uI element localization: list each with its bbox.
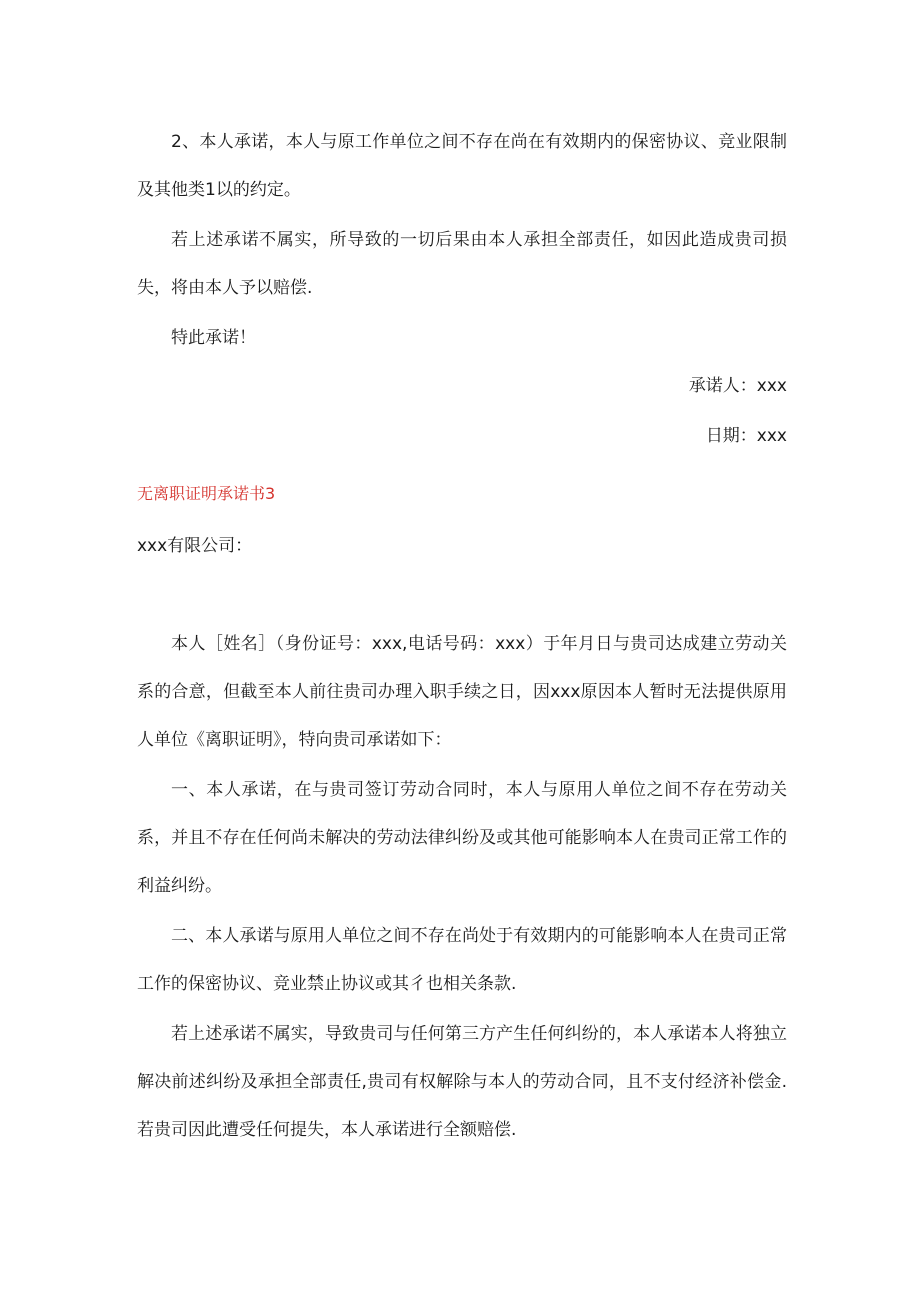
signer-line: 承诺人：xxx — [688, 376, 787, 396]
document-body — [137, 118, 787, 1154]
commitment-item-2-section3: 二、本人承诺与原用人单位之间不存在尚处于有效期内的可能影响本人在贵司正常工作的保密协议、竞业禁止协议或其彳也相关条款. — [137, 926, 787, 994]
date-line: 日期：xxx — [705, 426, 787, 446]
commitment-item-1: 一、本人承诺，在与贵司签订劳动合同时，本人与原用人单位之间不存在劳动关系，并且不存在任何尚未解决的劳动法律纠纷及或其他可能影响本人在贵司正常工作的利益纠纷。 — [137, 780, 787, 896]
addressee-line: xxx有限公司： — [137, 536, 253, 556]
disclaimer-paragraph: 若上述承诺不属实，所导致的一切后果由本人承担全部责任，如因此造成贵司损失，将由本人予以赔偿. — [137, 230, 787, 298]
commitment-item-2: 2、本人承诺，本人与原工作单位之间不存在尚在有效期内的保密协议、竞业限制及其他类1以的约定。 — [137, 132, 787, 200]
disclaimer-paragraph-section3: 若上述承诺不属实，导致贵司与任何第三方产生任何纠纷的，本人承诺本人将独立解决前述纠纷及承担全部责任,贵司有权解除与本人的劳动合同，且不支付经济补偿金.若贵司因此遭受任何提失，本人承诺进行全额赔偿. — [137, 1024, 787, 1140]
section-title: 无离职证明承诺书3 — [137, 484, 276, 503]
intro-paragraph: 本人［姓名］（身份证号：xxx,电话号码：xxx）于年月日与贵司达成建立劳动关系的合意，但截至本人前往贵司办理入职手续之日，因xxx原因本人暂时无法提供原用人单位《离职证明》，特向贵司承诺如下： — [137, 634, 787, 750]
closing-statement: 特此承诺！ — [171, 328, 256, 348]
